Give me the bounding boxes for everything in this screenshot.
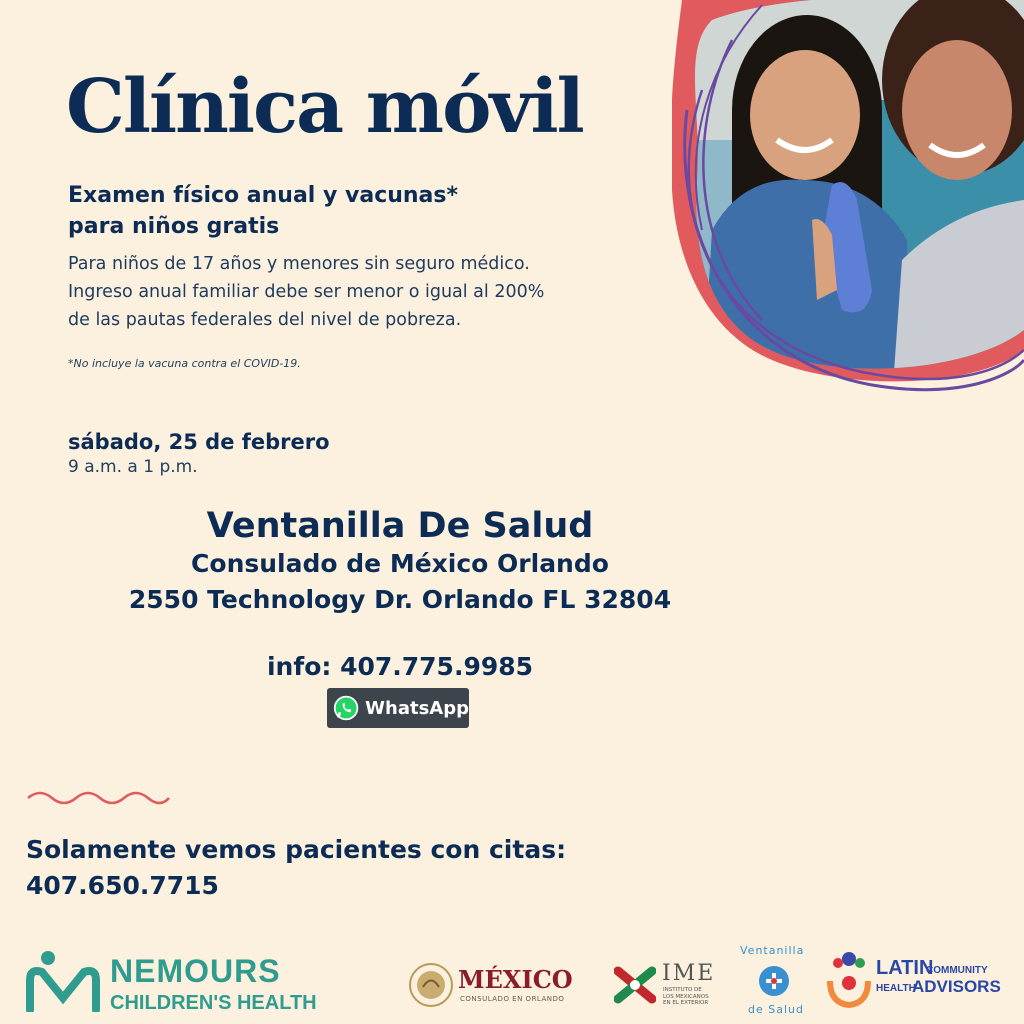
latin-text: LATIN — [876, 957, 934, 979]
health-text: HEALTH — [876, 983, 916, 994]
community-text: COMMUNITY — [926, 965, 988, 976]
advisors-text: ADVISORS — [912, 977, 1001, 996]
whatsapp-badge[interactable] — [327, 688, 469, 728]
whatsapp-label: WhatsApp — [365, 697, 469, 719]
eligibility-text — [68, 250, 544, 334]
mexico-logo-title: MÉXICO — [458, 965, 573, 994]
nemours-logo-icon — [26, 950, 100, 1012]
ventanilla-top-text: Ventanilla — [740, 944, 805, 957]
partner-logos — [0, 935, 1024, 1024]
event-time: 9 a.m. a 1 p.m. — [68, 457, 198, 477]
desc-line-3: de las pautas federales del nivel de pobreza. — [68, 310, 462, 330]
latin-advisors-icon — [826, 947, 872, 1009]
venue-name: Ventanilla De Salud — [206, 506, 594, 546]
appointment-phone[interactable]: 407.650.7715 — [26, 871, 219, 900]
venue-consulate: Consulado de México Orlando — [191, 549, 609, 578]
ime-logo-title: IME — [662, 961, 716, 986]
ventanilla-bottom-text: de Salud — [748, 1003, 804, 1016]
nemours-title: NEMOURS — [110, 953, 281, 989]
nemours-subtitle: CHILDREN'S HEALTH — [110, 992, 317, 1014]
ime-logo-icon — [614, 963, 656, 1005]
desc-line-2: Ingreso anual familiar debe ser menor o igual al 200% — [68, 282, 545, 302]
event-date: sábado, 25 de febrero — [68, 430, 330, 454]
whatsapp-icon — [333, 693, 359, 723]
info-phone[interactable]: info: 407.775.9985 — [266, 652, 534, 681]
subtitle-line-1: Examen físico anual y vacunas* — [68, 183, 459, 208]
hero-photo — [672, 0, 1024, 400]
appointment-text: Solamente vemos pacientes con citas: — [26, 835, 567, 864]
subtitle-line-2: para niños gratis — [68, 214, 280, 239]
footnote: *No incluye la vacuna contra el COVID-19. — [68, 357, 301, 370]
ime-logo-sub: INSTITUTO DE LOS MEXICANOS EN EL EXTERIOR — [663, 987, 709, 1006]
photo-content — [672, 0, 1024, 400]
subtitle — [68, 180, 458, 242]
page-title: Clínica móvil — [66, 64, 583, 150]
mexico-seal-icon — [408, 962, 454, 1008]
wave-divider — [26, 788, 171, 808]
appointment-notice — [26, 832, 566, 904]
mexico-logo-sub: CONSULADO EN ORLANDO — [460, 995, 565, 1003]
venue-address: 2550 Technology Dr. Orlando FL 32804 — [128, 585, 672, 614]
desc-line-1: Para niños de 17 años y menores sin seguro médico. — [68, 254, 530, 274]
